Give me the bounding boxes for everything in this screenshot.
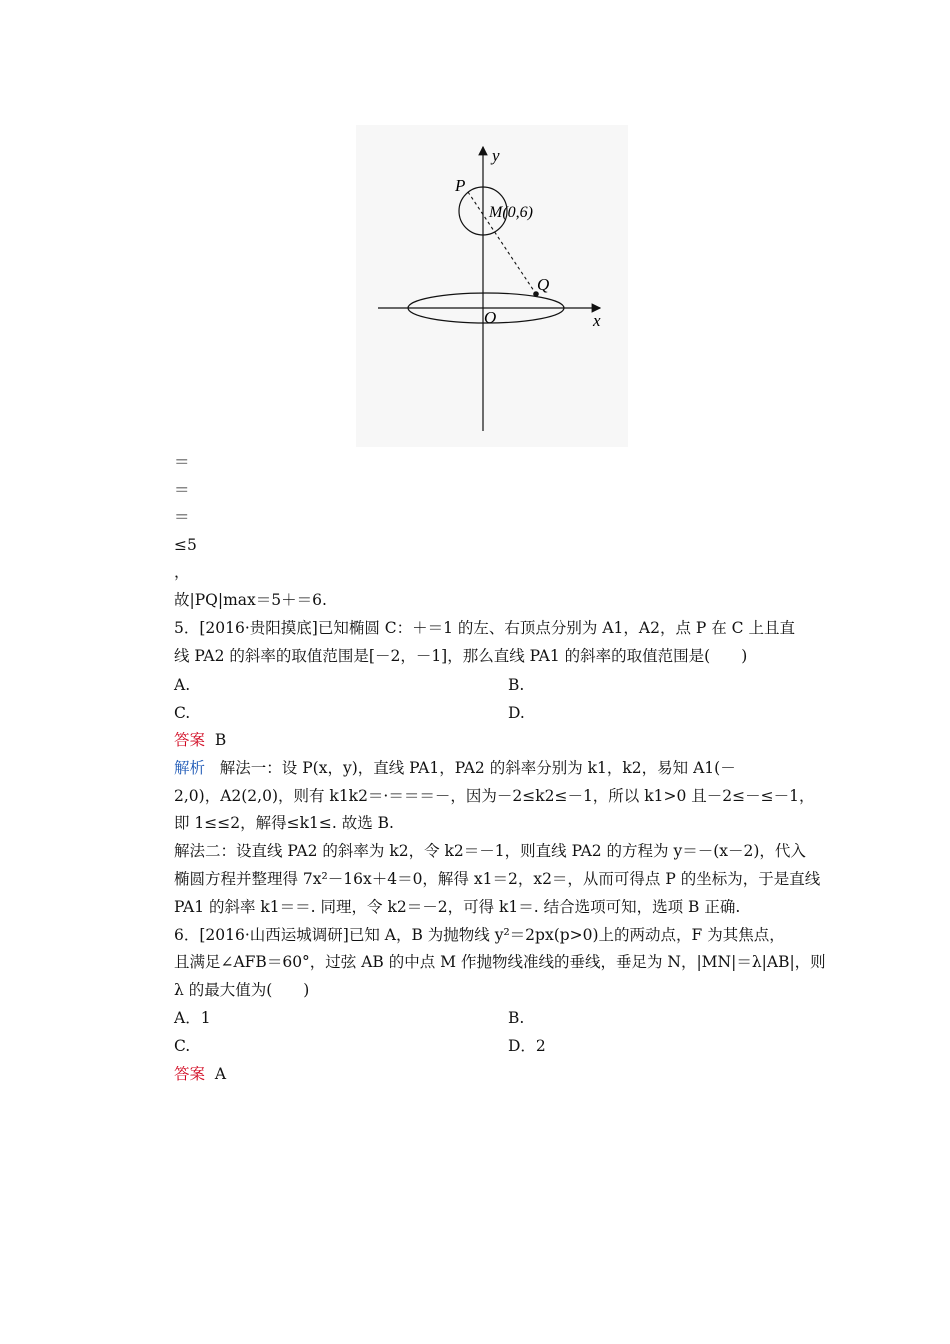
q5-stem-b: 线 PA2 的斜率的取值范围是[－2，－1]，那么直线 PA1 的斜率的取值范围是( ) — [174, 647, 748, 665]
q5-sol1-a-line — [174, 758, 736, 778]
q5-sol2-a: 解法二：设直线 PA2 的斜率为 k2，令 k2＝－1，则直线 PA2 的方程为 y＝－(x－2)，代入 — [174, 842, 806, 860]
q6-stem-a: 6．[2016·山西运城调研]已知 A，B 为抛物线 y²＝2px(p>0)上的两动点，F 为其焦点， — [174, 926, 785, 944]
label-y: y — [492, 146, 500, 165]
q6-option-b: B. — [508, 1009, 525, 1027]
eq-line-1: ＝ — [174, 453, 190, 471]
label-q: Q — [537, 275, 550, 294]
q5-answer-label: 答案 — [174, 731, 206, 749]
comma-line: ， — [174, 563, 190, 581]
figure-svg — [356, 125, 628, 447]
label-p: P — [455, 176, 466, 195]
q5-sol2-c: PA1 的斜率 k1＝＝. 同理，令 k2＝－2，可得 k1＝. 结合选项可知，选项 B 正确. — [174, 898, 741, 916]
label-o: O — [484, 308, 497, 327]
label-m: M(0,6) — [489, 204, 533, 221]
q6-stem-b: 且满足∠AFB＝60°，过弦 AB 的中点 M 作抛物线准线的垂线，垂足为 N，|MN|＝λ|AB|，则 — [174, 953, 826, 971]
q5-sol1-a: 解法一：设 P(x，y)，直线 PA1，PA2 的斜率分别为 k1，k2，易知 A1(－ — [219, 759, 736, 777]
q6-stem-c: λ 的最大值为( ) — [174, 981, 310, 999]
q6-option-d: D．2 — [508, 1037, 546, 1055]
q5-option-c: C. — [174, 704, 191, 722]
q5-sol1-c: 即 1≤≤2，解得≤k1≤. 故选 B. — [174, 814, 394, 832]
conclusion-line: 故|PQ|max＝5＋＝6. — [174, 591, 327, 609]
q5-answer-value: B — [214, 731, 227, 749]
eq-line-2: ＝ — [174, 481, 190, 499]
q6-answer — [174, 1064, 226, 1084]
q6-option-a: A．1 — [174, 1009, 211, 1027]
q6-answer-label: 答案 — [174, 1065, 206, 1083]
q5-option-b: B. — [508, 676, 525, 694]
eq-line-3: ＝ — [174, 508, 190, 526]
q5-stem-a: 5．[2016·贵阳摸底]已知椭圆 C：＋＝1 的左、右顶点分别为 A1，A2，点 P 在 C 上且直 — [174, 619, 795, 637]
label-x: x — [593, 311, 601, 330]
q5-sol2-b: 椭圆方程并整理得 7x²－16x＋4＝0，解得 x1＝2，x2＝，从而可得点 P 的坐标为，于是直线 — [174, 870, 821, 888]
le5-line: ≤5 — [174, 536, 197, 554]
geometry-figure — [356, 125, 628, 447]
q5-option-a: A. — [174, 676, 191, 694]
q5-answer — [174, 730, 226, 750]
q5-option-d: D. — [508, 704, 525, 722]
q5-analysis-label: 解析 — [174, 759, 206, 777]
q5-sol1-b: 2,0)，A2(2,0)，则有 k1k2＝·＝＝＝－，因为－2≤k2≤－1，所以 k1>0 且－2≤－≤－1， — [174, 787, 815, 805]
q6-answer-value: A — [214, 1065, 227, 1083]
q6-option-c: C. — [174, 1037, 191, 1055]
